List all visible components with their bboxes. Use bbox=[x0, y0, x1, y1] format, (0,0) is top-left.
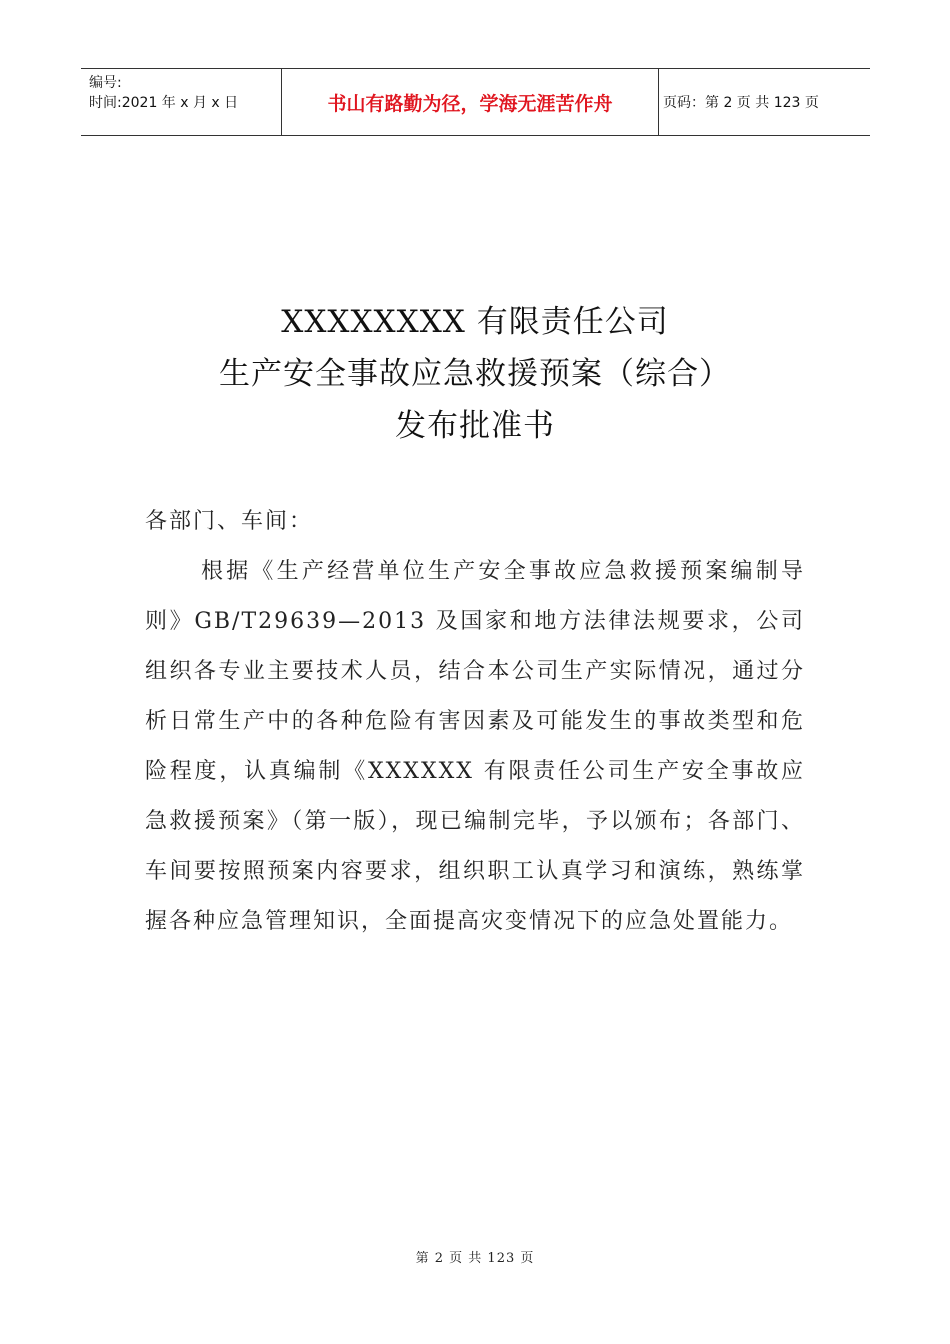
body-paragraph: 根据《生产经营单位生产安全事故应急救援预案编制导则》GB/T29639—2013 及国家和地方法律法规要求，公司组织各专业主要技术人员，结合本公司生产实际情况，通过分析日常生产中的各种危险有害因素及可能发生的事故类型和危险程度，认真编制《XXXXXX 有限责任公司生产安全事故应急救援预案》（第一版），现已编制完毕，予以颁布；各部门、车间要按照预案内容要求，组织职工认真学习和演练，熟练掌握各种应急管理知识，全面提高灾变情况下的应急处置能力。 bbox=[145, 559, 805, 934]
page-header bbox=[81, 68, 870, 136]
document-title bbox=[0, 296, 950, 452]
header-motto: 书山有路勤为径，学海无涯苦作舟 bbox=[327, 92, 613, 115]
header-meta-cell bbox=[81, 69, 282, 135]
title-company: XXXXXXXX 有限责任公司 bbox=[281, 304, 669, 340]
header-page-cell bbox=[659, 69, 870, 135]
document-number-label: 编号: bbox=[89, 75, 122, 91]
title-approval: 发布批准书 bbox=[395, 408, 555, 444]
header-page-info: 页码：第 2 页 共 123 页 bbox=[663, 95, 819, 111]
page-footer: 第 2 页 共 123 页 bbox=[415, 1251, 535, 1266]
title-plan-name: 生产安全事故应急救援预案（综合） bbox=[219, 356, 731, 392]
document-time-label: 时间:2021 年 x 月 x 日 bbox=[89, 95, 239, 111]
salutation: 各部门、车间： bbox=[145, 509, 314, 534]
document-body bbox=[145, 497, 805, 947]
header-motto-cell bbox=[282, 69, 659, 135]
